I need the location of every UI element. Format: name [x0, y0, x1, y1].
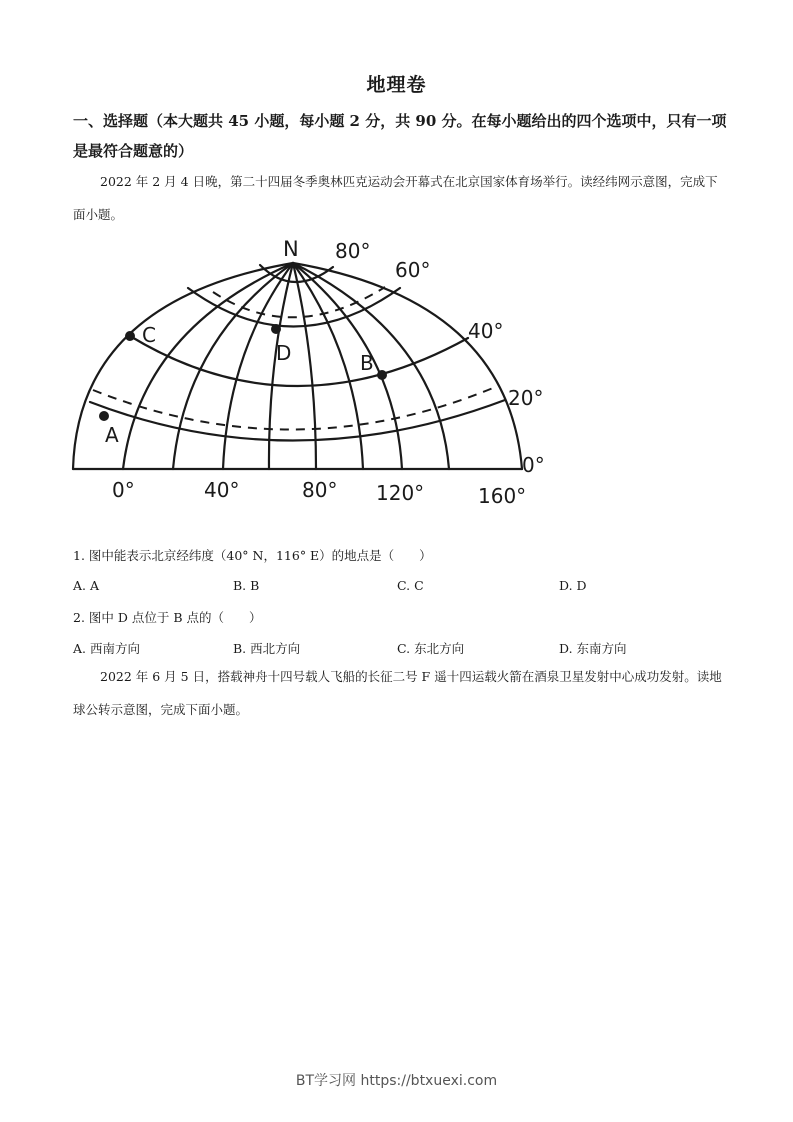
document-title: 地理卷	[366, 74, 427, 96]
lat-60	[188, 288, 400, 327]
passage-2: 2022 年 6 月 5 日，搭载神舟十四号载人飞船的长征二号 F 遥十四运载火箭在酒泉卫星发射中心成功发射。读地球公转示意图，完成下面小题。	[73, 669, 722, 717]
point-label-a: A	[105, 423, 119, 447]
lon-label-0: 0°	[112, 478, 135, 502]
lat-40	[130, 336, 468, 386]
lon-label-80: 80°	[302, 478, 338, 502]
q2-option-b[interactable]: B. 西北方向	[233, 641, 301, 656]
point-label-d: D	[276, 341, 292, 365]
q2-option-a[interactable]: A. 西南方向	[73, 641, 140, 656]
lat-label-0: 0°	[522, 453, 545, 477]
lat-label-40: 40°	[468, 319, 504, 343]
graticule-diagram	[60, 230, 560, 510]
question-1-stem: 1. 图中能表示北京经纬度（40° N，116° E）的地点是（ ）	[73, 548, 432, 563]
q1-option-d[interactable]: D. D	[559, 578, 587, 593]
q2-option-c[interactable]: C. 东北方向	[397, 641, 465, 656]
lon-label-160: 160°	[478, 484, 527, 508]
footer-watermark: BT学习网 https://btxuexi.com	[295, 1073, 498, 1089]
hemisphere-outline	[73, 263, 522, 469]
point-label-c: C	[142, 323, 156, 347]
lat-label-20: 20°	[508, 386, 544, 410]
point-label-b: B	[360, 351, 374, 375]
lat-label-80: 80°	[335, 239, 371, 263]
lon-label-120: 120°	[376, 481, 425, 505]
section-heading: 一、选择题（本大题共 45 小题，每小题 2 分，共 90 分。在每小题给出的四个选项中，只有一项是最符合题意的）	[73, 112, 727, 160]
pole-label: N	[283, 237, 299, 261]
question-2-stem: 2. 图中 D 点位于 B 点的（ ）	[73, 610, 262, 625]
lon-label-40: 40°	[204, 478, 240, 502]
q2-option-d[interactable]: D. 东南方向	[559, 641, 627, 656]
passage-1: 2022 年 2 月 4 日晚，第二十四届冬季奥林匹克运动会开幕式在北京国家体育场举行。读经纬网示意图，完成下面小题。	[73, 174, 718, 222]
q1-option-a[interactable]: A. A	[73, 578, 100, 593]
q1-option-c[interactable]: C. C	[397, 578, 424, 593]
lat-label-60: 60°	[395, 258, 431, 282]
q1-option-b[interactable]: B. B	[233, 578, 260, 593]
